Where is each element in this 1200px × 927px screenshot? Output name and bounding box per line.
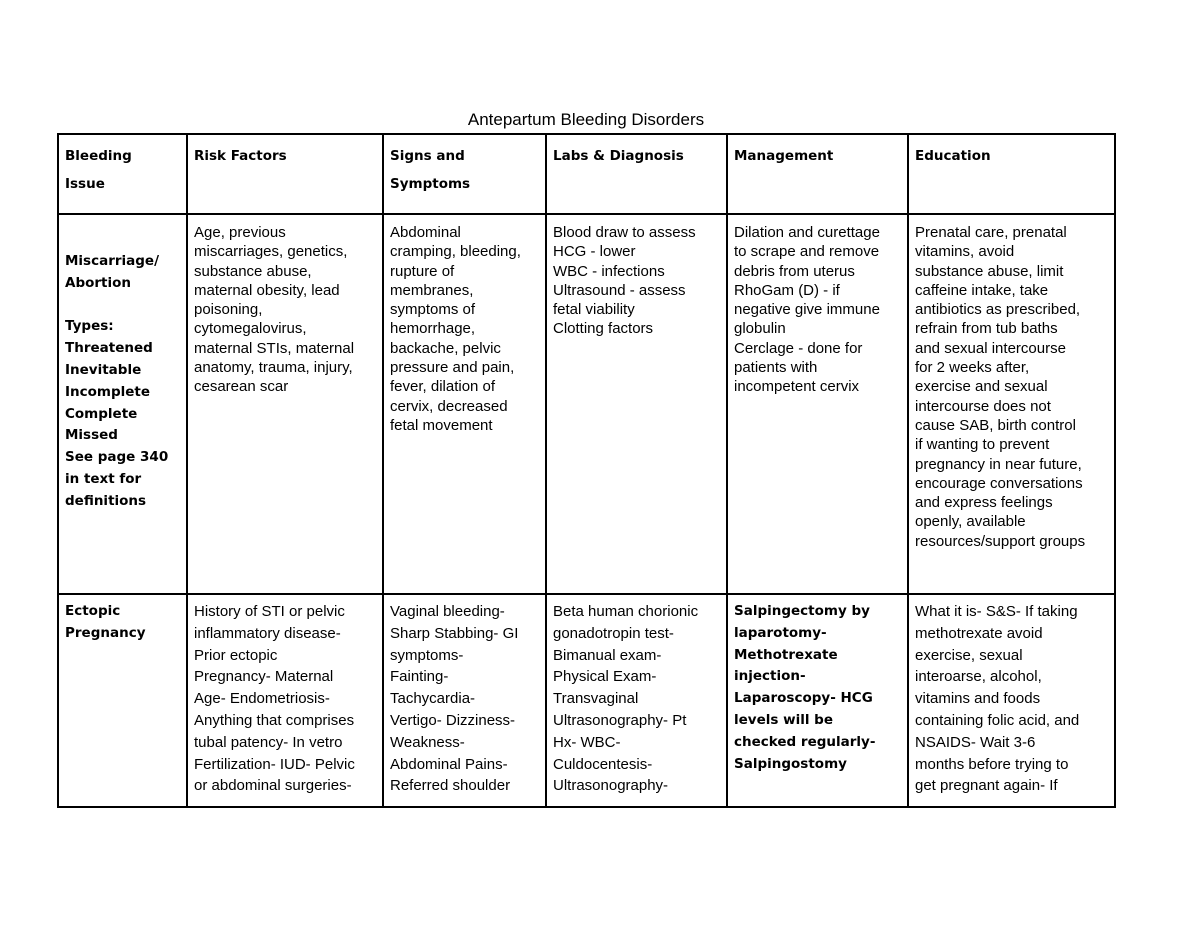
cell-line: symptoms- bbox=[390, 646, 464, 664]
risk-factors-cell bbox=[187, 594, 383, 807]
cell-line: Vertigo- Dizziness- bbox=[390, 711, 516, 729]
management-cell bbox=[727, 594, 908, 807]
cell-line: Cerclage - done for bbox=[734, 339, 863, 357]
cell-line: Vaginal bleeding- bbox=[390, 603, 505, 620]
cell-line: cause SAB, birth control bbox=[915, 416, 1076, 434]
issue-cell bbox=[58, 214, 187, 594]
cell-line: globulin bbox=[734, 320, 786, 338]
cell-line: symptoms of bbox=[390, 301, 476, 319]
cell-line: NSAIDS- Wait 3-6 bbox=[915, 733, 1036, 751]
cell-line: gonadotropin test- bbox=[553, 624, 674, 642]
cell-line: Bleeding bbox=[65, 148, 132, 164]
cell-line: containing folic acid, and bbox=[915, 711, 1080, 729]
cell-line: Transvaginal bbox=[553, 690, 639, 708]
cell-line: cesarean scar bbox=[194, 378, 289, 396]
cell-line: get pregnant again- If bbox=[915, 777, 1058, 795]
cell-line: substance abuse, limit bbox=[915, 262, 1064, 280]
cell-line bbox=[65, 295, 181, 317]
cell-line: membranes, bbox=[390, 281, 474, 299]
cell-line: Referred shoulder bbox=[390, 777, 511, 795]
cell-line: See page 340 bbox=[65, 449, 169, 466]
cell-line: Issue bbox=[65, 176, 105, 192]
cell-line: Education bbox=[915, 148, 991, 164]
cell-line: Abdominal Pains- bbox=[390, 755, 508, 773]
cell-line: Inevitable bbox=[65, 361, 142, 378]
cell-line: Clotting factors bbox=[553, 320, 654, 338]
signs-cell bbox=[383, 214, 546, 594]
cell-line: laparotomy- bbox=[734, 624, 827, 641]
header-cell-bleeding-issue bbox=[58, 134, 187, 214]
cell-line: incompetent cervix bbox=[734, 378, 860, 396]
cell-line: cervix, decreased bbox=[390, 397, 508, 415]
cell-line: rupture of bbox=[390, 262, 455, 280]
cell-line: Sharp Stabbing- GI bbox=[390, 624, 519, 642]
education-cell bbox=[908, 594, 1115, 807]
cell-line: Anything that comprises bbox=[194, 711, 355, 729]
cell-line: cytomegalovirus, bbox=[194, 320, 307, 338]
cell-line: methotrexate avoid bbox=[915, 624, 1043, 642]
header-cell-signs-symptoms bbox=[383, 134, 546, 214]
cell-line: poisoning, bbox=[194, 301, 263, 319]
cell-line: Hx- WBC- bbox=[553, 733, 621, 751]
cell-line: Dilation and curettage bbox=[734, 224, 880, 241]
cell-line: Management bbox=[734, 148, 834, 164]
cell-line: checked regularly- bbox=[734, 733, 876, 750]
cell-line: Blood draw to assess bbox=[553, 224, 696, 241]
cell-line: WBC - infections bbox=[553, 262, 665, 280]
cell-line: History of STI or pelvic bbox=[194, 603, 345, 620]
cell-line: debris from uterus bbox=[734, 262, 855, 280]
header-row bbox=[58, 134, 1115, 214]
cell-line: Incomplete bbox=[65, 383, 151, 400]
cell-line: Weakness- bbox=[390, 733, 465, 751]
cell-line: Beta human chorionic bbox=[553, 603, 699, 620]
cell-line: Culdocentesis- bbox=[553, 755, 653, 773]
management-cell bbox=[727, 214, 908, 594]
cell-line: tubal patency- In vetro bbox=[194, 733, 343, 751]
cell-line: Bimanual exam- bbox=[553, 646, 662, 664]
cell-line: openly, available bbox=[915, 513, 1026, 531]
issue-cell bbox=[58, 594, 187, 807]
signs-cell bbox=[383, 594, 546, 807]
cell-line: vitamins, avoid bbox=[915, 243, 1015, 261]
cell-line: maternal obesity, lead bbox=[194, 281, 340, 299]
cell-line: Salpingostomy bbox=[734, 755, 847, 772]
cell-line: Types: bbox=[65, 318, 114, 335]
cell-line: levels will be bbox=[734, 711, 833, 728]
labs-cell bbox=[546, 214, 727, 594]
cell-line: What it is- S&S- If taking bbox=[915, 603, 1078, 620]
cell-line: and sexual intercourse bbox=[915, 339, 1066, 357]
risk-factors-cell bbox=[187, 214, 383, 594]
cell-line: Fertilization- IUD- Pelvic bbox=[194, 755, 355, 773]
cell-line: negative give immune bbox=[734, 301, 880, 319]
cell-line: miscarriages, genetics, bbox=[194, 243, 348, 261]
cell-line: Threatened bbox=[65, 340, 153, 357]
cell-line: Methotrexate bbox=[734, 646, 838, 663]
cell-line: Pregnancy bbox=[65, 624, 146, 641]
cell-line: substance abuse, bbox=[194, 262, 312, 280]
cell-line: Fainting- bbox=[390, 668, 449, 686]
cell-line: if wanting to prevent bbox=[915, 436, 1050, 454]
cell-line: Pregnancy- Maternal bbox=[194, 668, 334, 686]
cell-line: maternal STIs, maternal bbox=[194, 339, 355, 357]
cell-line: exercise and sexual bbox=[915, 378, 1048, 396]
cell-line: exercise, sexual bbox=[915, 646, 1023, 664]
header-cell-labs-diagnosis bbox=[546, 134, 727, 214]
cell-line: Ultrasound - assess bbox=[553, 281, 686, 299]
cell-line: encourage conversations bbox=[915, 474, 1083, 492]
cell-line: pregnancy in near future, bbox=[915, 455, 1082, 473]
cell-line: hemorrhage, bbox=[390, 320, 476, 338]
cell-line: months before trying to bbox=[915, 755, 1069, 773]
cell-line: backache, pelvic bbox=[390, 339, 501, 357]
education-cell bbox=[908, 214, 1115, 594]
cell-line: Tachycardia- bbox=[390, 690, 476, 708]
cell-line: Salpingectomy by bbox=[734, 603, 870, 619]
cell-line: intercourse does not bbox=[915, 397, 1051, 415]
cell-line: interoarse, alcohol, bbox=[915, 668, 1042, 686]
cell-line: refrain from tub baths bbox=[915, 320, 1058, 338]
table-row-miscarriage bbox=[58, 214, 1115, 594]
cell-line: Ultrasonography- Pt bbox=[553, 711, 687, 729]
cell-line: Ultrasonography- bbox=[553, 777, 669, 795]
cell-line: Missed bbox=[65, 427, 118, 444]
cell-line: Physical Exam- bbox=[553, 668, 657, 686]
cell-line: fetal viability bbox=[553, 301, 635, 319]
cell-line: Prior ectopic bbox=[194, 646, 278, 664]
cell-line: fever, dilation of bbox=[390, 378, 496, 396]
cell-line: Laparoscopy- HCG bbox=[734, 690, 873, 707]
header-cell-education bbox=[908, 134, 1115, 214]
bleeding-disorders-table bbox=[57, 133, 1116, 808]
cell-line: vitamins and foods bbox=[915, 690, 1041, 708]
cell-line: caffeine intake, take bbox=[915, 281, 1049, 299]
cell-line: Symptoms bbox=[390, 176, 471, 192]
labs-cell bbox=[546, 594, 727, 807]
document-title: Antepartum Bleeding Disorders bbox=[467, 110, 705, 129]
cell-line: Labs & Diagnosis bbox=[553, 148, 684, 164]
cell-line: definitions bbox=[65, 492, 147, 509]
cell-line: fetal movement bbox=[390, 416, 493, 434]
cell-line: antibiotics as prescribed, bbox=[915, 301, 1081, 319]
cell-line: pressure and pain, bbox=[390, 359, 515, 377]
cell-line: anatomy, trauma, injury, bbox=[194, 359, 353, 377]
cell-line: Complete bbox=[65, 405, 138, 422]
cell-line: inflammatory disease- bbox=[194, 624, 341, 642]
header-cell-management bbox=[727, 134, 908, 214]
cell-line: in text for bbox=[65, 470, 142, 487]
cell-line: for 2 weeks after, bbox=[915, 359, 1030, 377]
cell-line: Ectopic bbox=[65, 603, 121, 619]
cell-line: Miscarriage/ bbox=[65, 253, 160, 269]
cell-line: RhoGam (D) - if bbox=[734, 281, 840, 299]
cell-line: cramping, bleeding, bbox=[390, 243, 521, 261]
cell-line: Age- Endometriosis- bbox=[194, 690, 330, 708]
cell-line: Signs and bbox=[390, 148, 465, 164]
cell-line: Abdominal bbox=[390, 224, 461, 241]
cell-line: Prenatal care, prenatal bbox=[915, 224, 1067, 241]
cell-line: Risk Factors bbox=[194, 148, 287, 164]
cell-line: Age, previous bbox=[194, 224, 286, 241]
cell-line: and express feelings bbox=[915, 494, 1053, 512]
cell-line: injection- bbox=[734, 668, 806, 685]
table-row-ectopic bbox=[58, 594, 1115, 807]
header-cell-risk-factors bbox=[187, 134, 383, 214]
cell-line: resources/support groups bbox=[915, 532, 1086, 550]
cell-line: to scrape and remove bbox=[734, 243, 880, 261]
cell-line: Abortion bbox=[65, 274, 132, 291]
cell-line: patients with bbox=[734, 359, 818, 377]
cell-line: or abdominal surgeries- bbox=[194, 777, 352, 795]
cell-line: HCG - lower bbox=[553, 243, 636, 261]
